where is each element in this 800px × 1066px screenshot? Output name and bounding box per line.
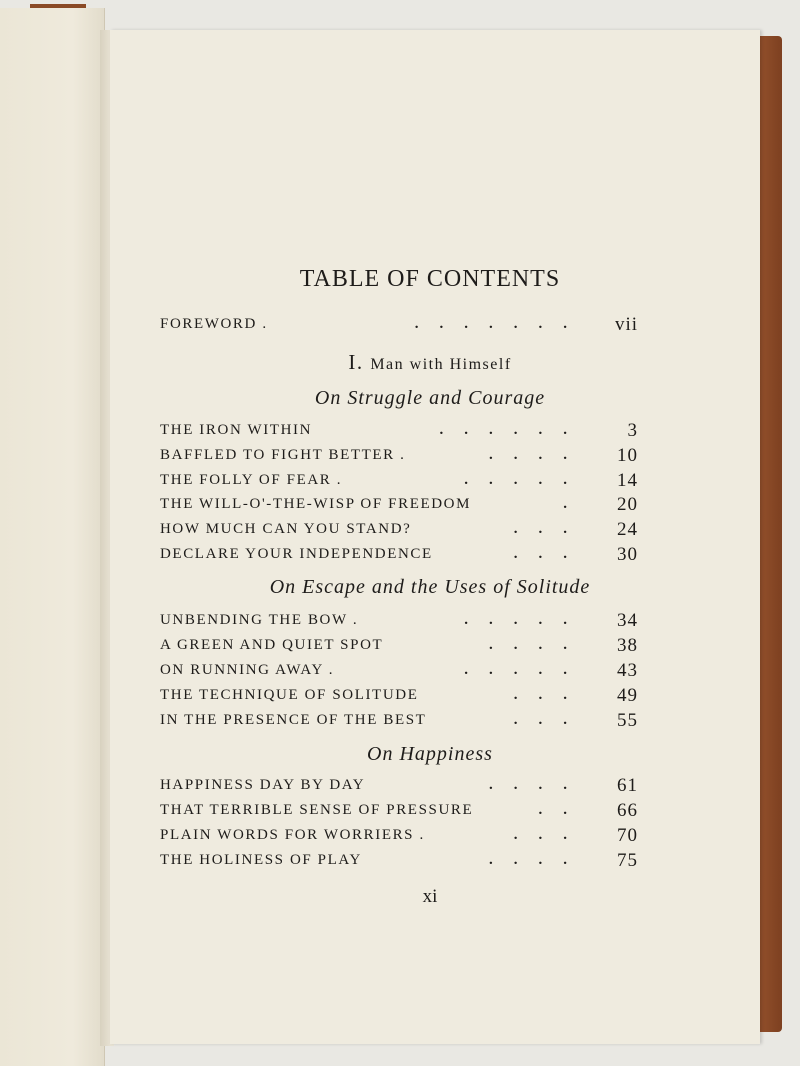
toc-entry-page: 38 [617,635,638,656]
section-heading: On Happiness [367,743,493,765]
toc-entry-foreword [160,314,638,338]
toc-entry-label: THE FOLLY OF FEAR . [160,472,343,488]
toc-entry-label: THE IRON WITHIN [160,422,313,438]
toc-entry-page: 34 [617,610,638,631]
toc-entry-page: 24 [617,519,638,540]
toc-entry-label: ON RUNNING AWAY . [160,662,335,678]
toc-entry-page: 43 [617,660,638,681]
toc-entry-page: 61 [617,775,638,796]
toc-entry-label: THE HOLINESS OF PLAY [160,852,362,868]
toc-entry [160,800,638,824]
toc-entry [160,445,638,469]
leader-dots: .. [538,802,588,818]
toc-entry-page: 10 [617,445,638,466]
leader-dots: . [563,496,588,512]
left-page [0,8,105,1066]
toc-entry [160,825,638,849]
toc-entry-label: IN THE PRESENCE OF THE BEST [160,712,427,728]
toc-entry-label: A GREEN AND QUIET SPOT [160,637,384,653]
toc-entry-label: THE WILL-O'-THE-WISP OF FREEDOM [160,496,472,512]
toc-entry [160,660,638,684]
toc-entry-label: FOREWORD . [160,316,268,332]
toc-entry [160,610,638,634]
leader-dots: ....... [414,316,588,332]
leader-dots: ... [513,712,588,728]
toc-entry-page: 55 [617,710,638,731]
toc-entry-page: 3 [627,420,638,441]
toc-entry [160,685,638,709]
toc-entry [160,775,638,799]
leader-dots: ..... [464,662,588,678]
leader-dots: .... [489,852,588,868]
leader-dots: ...... [439,422,588,438]
leader-dots: ... [513,687,588,703]
toc-entry-label: THE TECHNIQUE OF SOLITUDE [160,687,419,703]
leader-dots: ..... [464,612,588,628]
toc-entry [160,635,638,659]
leader-dots: .... [489,777,588,793]
toc-entry-label: PLAIN WORDS FOR WORRIERS . [160,827,425,843]
toc-entry-page: 49 [617,685,638,706]
toc-entry [160,470,638,494]
page-title: TABLE OF CONTENTS [299,266,561,292]
toc-entry [160,494,638,518]
toc-entry-page: 70 [617,825,638,846]
page-number: xi [422,886,438,907]
toc-entry-label: DECLARE YOUR INDEPENDENCE [160,546,433,562]
leader-dots: ... [513,546,588,562]
part-heading [160,350,700,375]
leader-dots: ... [513,827,588,843]
toc-entry-label: BAFFLED TO FIGHT BETTER . [160,447,406,463]
toc-entry [160,850,638,874]
toc-entry-label: THAT TERRIBLE SENSE OF PRESSURE [160,802,474,818]
part-title: Man with Himself [370,356,512,373]
toc-entry-page: 66 [617,800,638,821]
leader-dots: .... [489,637,588,653]
leader-dots: ..... [464,472,588,488]
part-numeral: I. [348,350,364,374]
toc-entry-label: HAPPINESS DAY BY DAY [160,777,366,793]
toc-entry [160,420,638,444]
contents-page [110,30,760,1044]
leader-dots: ... [513,521,588,537]
toc-entry-page: 30 [617,544,638,565]
section-heading: On Struggle and Courage [314,387,546,409]
section-heading: On Escape and the Uses of Solitude [269,576,591,598]
toc-entry-page: 20 [617,494,638,515]
toc-entry-label: HOW MUCH CAN YOU STAND? [160,521,412,537]
toc-entry-page: 14 [617,470,638,491]
toc-entry-page: 75 [617,850,638,871]
toc-entry [160,544,638,568]
toc-entry [160,519,638,543]
toc-entry-label: UNBENDING THE BOW . [160,612,359,628]
leader-dots: .... [489,447,588,463]
toc-entry [160,710,638,734]
toc-entry-page: vii [614,314,638,335]
